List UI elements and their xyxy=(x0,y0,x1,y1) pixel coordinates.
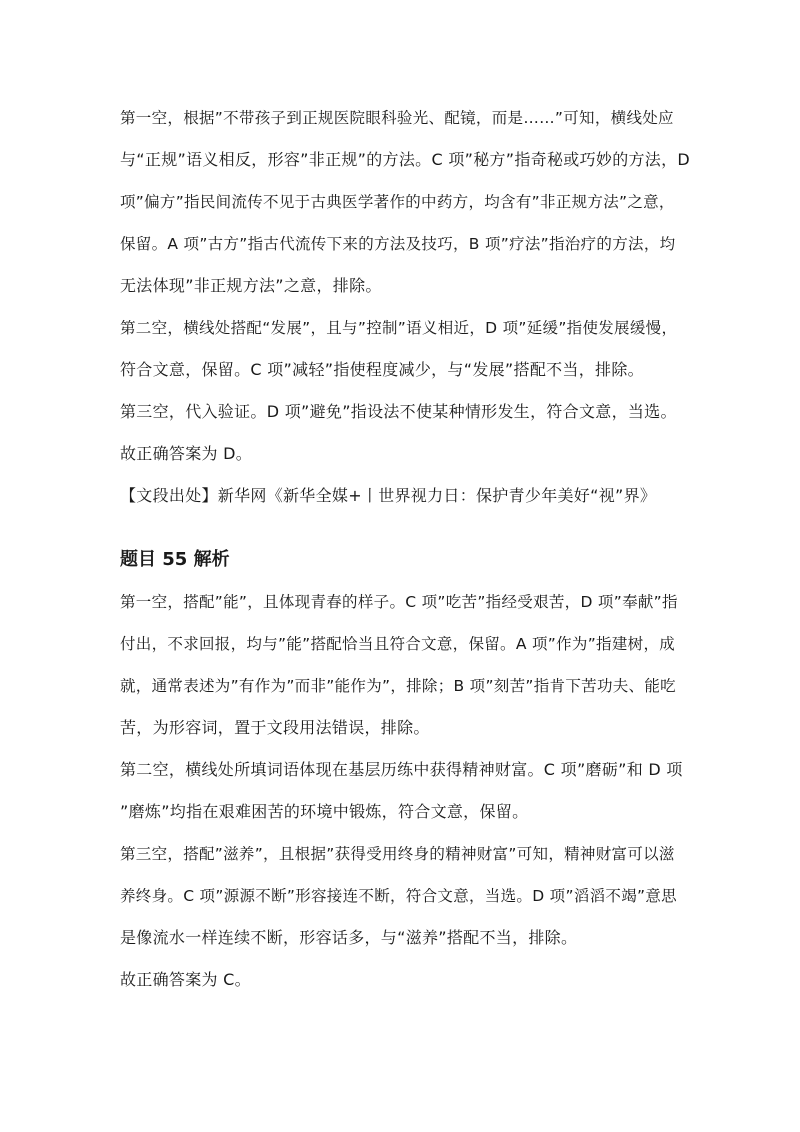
paragraph-line: 就，通常表述为”有作为”而非”能作为”，排除；B 项”刻苦”指肯下苦功夫、能吃 xyxy=(120,677,676,695)
paragraph-line: 项”偏方”指民间流传不见于古典医学著作的中药方，均含有”非正规方法”之意， xyxy=(120,193,675,211)
answer-line: 故正确答案为 C。 xyxy=(120,970,251,989)
paragraph-line: 第一空，搭配”能”，且体现青春的样子。C 项”吃苦”指经受艰苦，D 项”奉献”指 xyxy=(120,593,678,611)
paragraph-line: 无法体现”非正规方法”之意，排除。 xyxy=(120,276,382,295)
paragraph-line: ”磨炼”均指在艰难困苦的环境中锻炼，符合文意，保留。 xyxy=(120,802,529,821)
paragraph-line: 保留。A 项”古方”指古代流传下来的方法及技巧，B 项”疗法”指治疗的方法，均 xyxy=(120,235,676,253)
paragraph-line: 与“正规”语义相反，形容”非正规”的方法。C 项”秘方”指奇秘或巧妙的方法，D xyxy=(120,150,691,169)
paragraph-line: 第三空，搭配”滋养”，且根据”获得受用终身的精神财富”可知，精神财富可以滋 xyxy=(120,845,675,863)
paragraph-line: 第一空，根据”不带孩子到正规医院眼科验光、配镜，而是……”可知，横线处应 xyxy=(120,109,674,127)
source-citation: 【文段出处】新华网《新华全媒+丨世界视力日：保护青少年美好“视”界》 xyxy=(120,486,657,505)
paragraph-line: 养终身。C 项”源源不断”形容接连不断，符合文意，当选。D 项”滔滔不竭”意思 xyxy=(120,887,677,905)
paragraph-line: 是像流水一样连续不断，形容话多，与“滋养”搭配不当，排除。 xyxy=(120,928,578,947)
paragraph-line: 符合文意，保留。C 项”减轻”指使程度减少，与“发展”搭配不当，排除。 xyxy=(120,360,644,379)
section-heading: 题目 55 解析 xyxy=(120,549,230,570)
paragraph-line: 第三空，代入验证。D 项”避免”指设法不使某种情形发生，符合文意，当选。 xyxy=(120,402,677,421)
paragraph-line: 苦，为形容词，置于文段用法错误，排除。 xyxy=(120,718,430,737)
paragraph-line: 付出，不求回报，均与”能”搭配恰当且符合文意，保留。A 项”作为”指建树，成 xyxy=(120,635,676,653)
paragraph-line: 第二空，横线处所填词语体现在基层历练中获得精神财富。C 项”磨砺”和 D 项 xyxy=(120,760,683,779)
answer-line: 故正确答案为 D。 xyxy=(120,444,253,463)
paragraph-line: 第二空，横线处搭配“发展”，且与”控制”语义相近，D 项”延缓”指使发展缓慢， xyxy=(120,319,678,337)
